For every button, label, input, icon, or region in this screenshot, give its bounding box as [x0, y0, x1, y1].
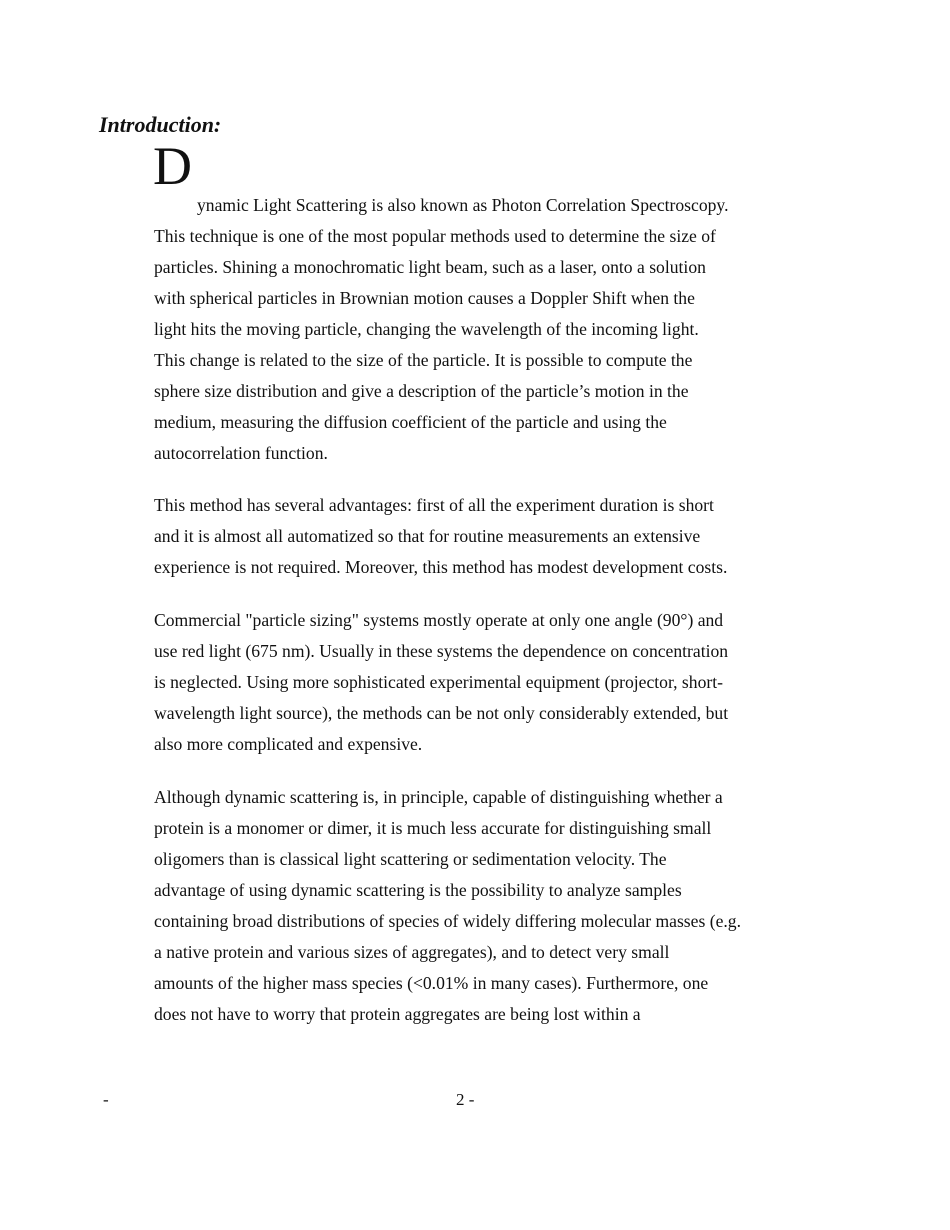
- footer-left-mark: -: [103, 1090, 109, 1109]
- text-line: with spherical particles in Brownian motion causes a Doppler Shift when the: [154, 288, 695, 308]
- text-line: amounts of the higher mass species (<0.01% in many cases). Furthermore, one: [154, 973, 709, 993]
- text-line: is neglected. Using more sophisticated experimental equipment (projector, short-: [154, 672, 723, 692]
- text-line: autocorrelation function.: [154, 443, 328, 463]
- text-line: This method has several advantages: first of all the experiment duration is short: [154, 495, 714, 515]
- text-line: advantage of using dynamic scattering is the possibility to analyze samples: [154, 880, 682, 900]
- text-line: ynamic Light Scattering is also known as Photon Correlation Spectroscopy.: [197, 195, 729, 215]
- text-line: wavelength light source), the methods can be not only considerably extended, but: [154, 703, 729, 723]
- text-line: a native protein and various sizes of aggregates), and to detect very small: [154, 942, 670, 962]
- paragraph-advantages: [154, 490, 834, 583]
- text-line: oligomers than is classical light scattering or sedimentation velocity. The: [154, 849, 667, 869]
- page-number: 2 -: [456, 1090, 475, 1109]
- text-line: use red light (675 nm). Usually in these systems the dependence on concentration: [154, 641, 729, 661]
- text-line: protein is a monomer or dimer, it is much less accurate for distinguishing small: [154, 818, 712, 838]
- text-line: light hits the moving particle, changing the wavelength of the incoming light.: [154, 319, 699, 339]
- text-line: Although dynamic scattering is, in principle, capable of distinguishing whether a: [154, 787, 723, 807]
- text-line: sphere size distribution and give a description of the particle’s motion in the: [154, 381, 689, 401]
- section-heading: Introduction:: [99, 112, 222, 137]
- text-line: medium, measuring the diffusion coefficient of the particle and using the: [154, 412, 667, 432]
- text-line: also more complicated and expensive.: [154, 734, 423, 754]
- text-line: This technique is one of the most popular methods used to determine the size of: [154, 226, 716, 246]
- paragraph-limitations: [154, 782, 834, 1030]
- paragraph-intro: [154, 190, 834, 469]
- drop-cap-letter: D: [153, 136, 192, 196]
- text-line: and it is almost all automatized so that for routine measurements an extensive: [154, 526, 701, 546]
- text-line: Commercial "particle sizing" systems mostly operate at only one angle (90°) and: [154, 610, 724, 630]
- text-line: This change is related to the size of the particle. It is possible to compute the: [154, 350, 693, 370]
- text-line: does not have to worry that protein aggregates are being lost within a: [154, 1004, 641, 1024]
- text-line: particles. Shining a monochromatic light beam, such as a laser, onto a solution: [154, 257, 706, 277]
- text-line: containing broad distributions of species of widely differing molecular masses (e.g.: [154, 911, 741, 931]
- text-line: experience is not required. Moreover, this method has modest development costs.: [154, 557, 728, 577]
- paragraph-commercial-systems: [154, 605, 834, 760]
